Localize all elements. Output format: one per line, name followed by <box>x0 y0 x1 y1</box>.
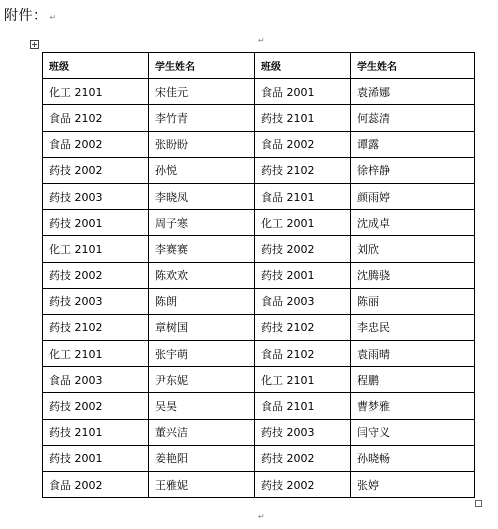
cell-student-name[interactable]: 袁浠娜 <box>351 79 475 105</box>
cell-class[interactable]: 食品 2002 <box>255 131 351 157</box>
table-row <box>43 79 475 105</box>
header-class[interactable]: 班级 <box>255 53 351 79</box>
cell-class[interactable]: 药技 2102 <box>255 157 351 183</box>
cell-student-name[interactable]: 张盼盼 <box>149 131 255 157</box>
cell-class[interactable]: 食品 2101 <box>255 393 351 419</box>
paragraph-mark-icon: ↵ <box>258 512 265 521</box>
cell-student-name[interactable]: 陈朗 <box>149 288 255 314</box>
table-row <box>43 236 475 262</box>
cell-student-name[interactable]: 尹东妮 <box>149 367 255 393</box>
cell-class[interactable]: 食品 2002 <box>43 472 149 498</box>
attachment-heading <box>4 6 57 28</box>
paragraph-mark-icon: ↵ <box>49 13 57 22</box>
table-row <box>43 288 475 314</box>
cell-class[interactable]: 药技 2002 <box>43 393 149 419</box>
table-header-row <box>43 53 475 79</box>
cell-class[interactable]: 药技 2102 <box>43 314 149 340</box>
cell-class[interactable]: 药技 2001 <box>255 262 351 288</box>
cell-student-name[interactable]: 沈腾骁 <box>351 262 475 288</box>
cell-student-name[interactable]: 李晓凤 <box>149 183 255 209</box>
table-body <box>43 79 475 498</box>
cell-student-name[interactable]: 张婷 <box>351 472 475 498</box>
student-roster-table <box>42 52 475 498</box>
cell-student-name[interactable]: 宋佳元 <box>149 79 255 105</box>
cell-class[interactable]: 化工 2101 <box>43 236 149 262</box>
cell-class[interactable]: 食品 2101 <box>255 183 351 209</box>
cell-student-name[interactable]: 颜雨婷 <box>351 183 475 209</box>
cell-student-name[interactable]: 张宇萌 <box>149 341 255 367</box>
cell-class[interactable]: 药技 2001 <box>43 210 149 236</box>
cell-class[interactable]: 药技 2002 <box>43 262 149 288</box>
attachment-heading-text: 附件： <box>4 8 48 24</box>
table-row <box>43 445 475 471</box>
table-row <box>43 472 475 498</box>
header-class[interactable]: 班级 <box>43 53 149 79</box>
cell-class[interactable]: 食品 2102 <box>43 105 149 131</box>
table-resize-handle-icon[interactable] <box>475 500 482 507</box>
cell-class[interactable]: 化工 2101 <box>43 79 149 105</box>
cell-class[interactable]: 药技 2003 <box>43 288 149 314</box>
cell-student-name[interactable]: 姜艳阳 <box>149 445 255 471</box>
paragraph-mark-icon: ↵ <box>258 36 265 45</box>
cell-class[interactable]: 食品 2003 <box>43 367 149 393</box>
cell-student-name[interactable]: 王雅妮 <box>149 472 255 498</box>
table-row <box>43 341 475 367</box>
header-student-name[interactable]: 学生姓名 <box>149 53 255 79</box>
table-move-handle-icon[interactable] <box>30 40 39 49</box>
cell-student-name[interactable]: 谭露 <box>351 131 475 157</box>
cell-class[interactable]: 药技 2003 <box>43 183 149 209</box>
cell-student-name[interactable]: 孙晓畅 <box>351 445 475 471</box>
cell-class[interactable]: 药技 2102 <box>255 314 351 340</box>
cell-class[interactable]: 药技 2101 <box>255 105 351 131</box>
cell-student-name[interactable]: 程鹏 <box>351 367 475 393</box>
cell-class[interactable]: 食品 2001 <box>255 79 351 105</box>
cell-student-name[interactable]: 沈成卓 <box>351 210 475 236</box>
cell-student-name[interactable]: 周子寒 <box>149 210 255 236</box>
cell-student-name[interactable]: 吴昊 <box>149 393 255 419</box>
table-row <box>43 419 475 445</box>
cell-class[interactable]: 药技 2002 <box>255 236 351 262</box>
cell-student-name[interactable]: 袁雨晴 <box>351 341 475 367</box>
cell-student-name[interactable]: 闫守义 <box>351 419 475 445</box>
cell-class[interactable]: 化工 2001 <box>255 210 351 236</box>
cell-student-name[interactable]: 李忠民 <box>351 314 475 340</box>
cell-class[interactable]: 药技 2002 <box>255 445 351 471</box>
cell-class[interactable]: 化工 2101 <box>255 367 351 393</box>
cell-class[interactable]: 药技 2002 <box>255 472 351 498</box>
cell-student-name[interactable]: 李竹青 <box>149 105 255 131</box>
cell-class[interactable]: 化工 2101 <box>43 341 149 367</box>
table-row <box>43 105 475 131</box>
cell-student-name[interactable]: 李赛赛 <box>149 236 255 262</box>
cell-student-name[interactable]: 董兴洁 <box>149 419 255 445</box>
table-row <box>43 210 475 236</box>
cell-class[interactable]: 食品 2003 <box>255 288 351 314</box>
cell-student-name[interactable]: 曹梦雅 <box>351 393 475 419</box>
table-row <box>43 262 475 288</box>
table-row <box>43 314 475 340</box>
cell-student-name[interactable]: 章树国 <box>149 314 255 340</box>
table-row <box>43 131 475 157</box>
cell-class[interactable]: 食品 2102 <box>255 341 351 367</box>
table-row <box>43 183 475 209</box>
cell-student-name[interactable]: 徐梓静 <box>351 157 475 183</box>
cell-class[interactable]: 药技 2002 <box>43 157 149 183</box>
cell-student-name[interactable]: 陈丽 <box>351 288 475 314</box>
cell-class[interactable]: 药技 2001 <box>43 445 149 471</box>
cell-class[interactable]: 药技 2003 <box>255 419 351 445</box>
table-row <box>43 393 475 419</box>
cell-student-name[interactable]: 孙悦 <box>149 157 255 183</box>
table-row <box>43 157 475 183</box>
cell-student-name[interactable]: 陈欢欢 <box>149 262 255 288</box>
cell-student-name[interactable]: 刘欣 <box>351 236 475 262</box>
cell-class[interactable]: 药技 2101 <box>43 419 149 445</box>
cell-class[interactable]: 食品 2002 <box>43 131 149 157</box>
table-row <box>43 367 475 393</box>
header-student-name[interactable]: 学生姓名 <box>351 53 475 79</box>
cell-student-name[interactable]: 何蕊清 <box>351 105 475 131</box>
